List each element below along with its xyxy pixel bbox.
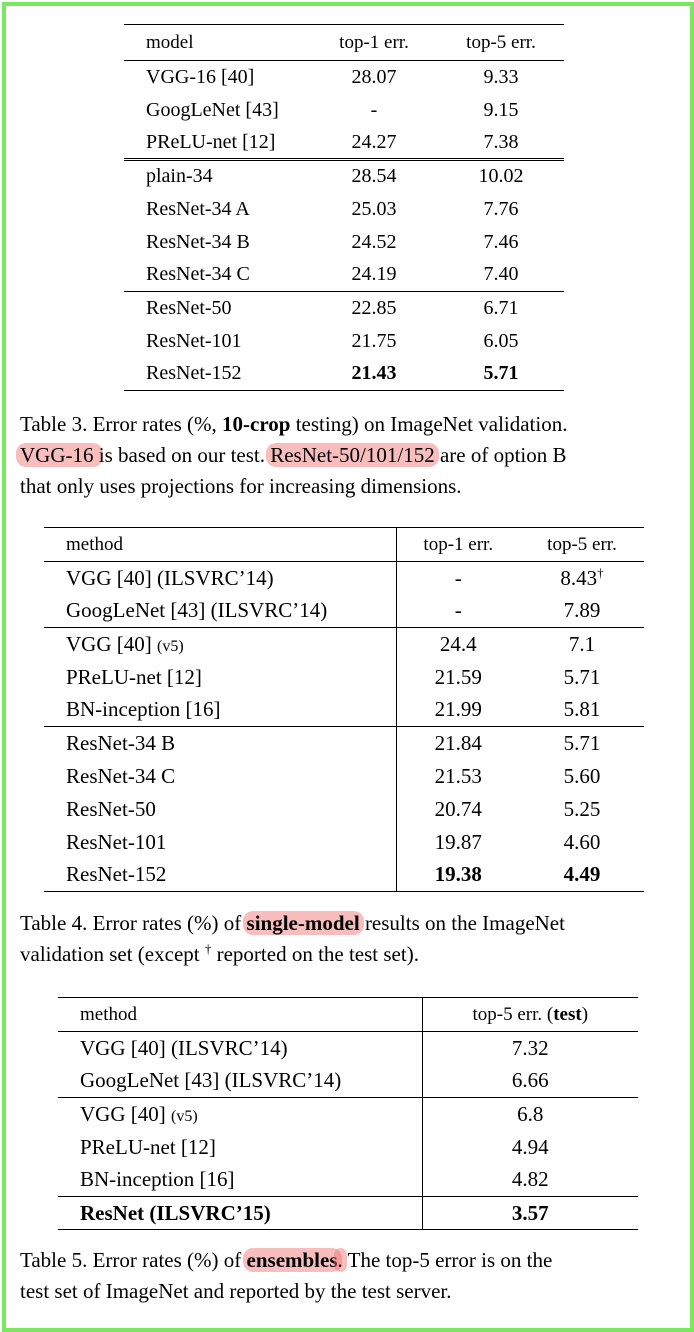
table-5-caption	[20, 1245, 552, 1307]
caption-text: Table 5. Error rates (%) of	[20, 1248, 247, 1272]
cell-method: VGG [40] (ILSVRC’14)	[58, 1032, 422, 1065]
cell-model: ResNet-34 B	[146, 230, 250, 253]
cell-text: VGG [40]	[66, 631, 157, 656]
table-5	[58, 997, 638, 1230]
table-row	[124, 61, 564, 94]
highlight-period: .	[334, 1248, 347, 1272]
table-row	[124, 226, 564, 259]
highlight-single-model: single-model	[243, 911, 364, 935]
cell-method: ResNet-50	[44, 793, 396, 826]
cell-top5-best: 3.57	[511, 1200, 549, 1225]
cell-model: plain-34	[146, 165, 213, 188]
cell-top5: 5.71	[563, 730, 601, 755]
header-top5-test	[422, 998, 638, 1032]
cell-method: PReLU-net [12]	[58, 1131, 422, 1164]
table-row	[44, 826, 644, 859]
cell-value: 8.43	[560, 565, 598, 590]
cell-model: ResNet-34 A	[146, 197, 250, 220]
table-row	[44, 727, 644, 760]
caption-text: results on the ImageNet	[359, 911, 565, 935]
cell-top1: 20.74	[434, 796, 482, 821]
cell-top5: 4.94	[511, 1134, 549, 1159]
cell-top5: 7.46	[483, 230, 519, 253]
header-method: method	[44, 528, 396, 562]
cell-top5: 7.76	[483, 197, 519, 220]
cell-top5	[520, 562, 644, 595]
table-4	[44, 527, 644, 892]
table-row	[44, 694, 644, 727]
caption-line	[20, 440, 567, 471]
cell-top5: 4.60	[563, 829, 601, 854]
table-row	[124, 358, 564, 391]
cell-top1: 25.03	[351, 197, 397, 220]
caption-line: that only uses projections for increasing dimensions.	[20, 474, 462, 498]
cell-top5-best: 5.71	[483, 362, 519, 385]
cell-top1: 24.27	[351, 130, 397, 153]
cell-method: ResNet-101	[44, 826, 396, 859]
cell-method	[58, 1098, 422, 1131]
cell-model: ResNet-50	[146, 296, 232, 319]
cell-top1: 28.07	[351, 65, 397, 88]
header-top5: top-5 err.	[547, 533, 617, 555]
cell-method: BN-inception [16]	[58, 1164, 422, 1197]
caption-bold: 10-crop	[222, 412, 291, 436]
caption-text: testing) on ImageNet validation.	[290, 412, 568, 436]
table-row	[58, 1065, 638, 1098]
highlight-ensembles: ensembles	[243, 1248, 342, 1272]
cell-top1-best: 21.43	[351, 362, 397, 385]
table-row	[58, 1197, 638, 1230]
cell-top5: 5.60	[563, 763, 601, 788]
cell-subtext: (v5)	[156, 637, 184, 655]
cell-method: GoogLeNet [43] (ILSVRC’14)	[58, 1065, 422, 1098]
table-row	[58, 1131, 638, 1164]
cell-top1: 21.99	[434, 697, 482, 722]
caption-line	[20, 939, 565, 970]
cell-top1: 21.75	[351, 329, 397, 352]
cell-top1: 22.85	[351, 296, 397, 319]
header-top1: top-1 err.	[339, 31, 409, 53]
cell-top1: 28.54	[351, 165, 397, 188]
cell-method-best: ResNet (ILSVRC’15)	[58, 1197, 422, 1230]
cell-model: ResNet-101	[146, 329, 242, 352]
caption-text: are of option B	[434, 443, 567, 467]
caption-line	[20, 1245, 552, 1276]
caption-text: Table 4. Error rates (%) of	[20, 911, 247, 935]
cell-method: ResNet-34 C	[44, 760, 396, 793]
cell-top1: -	[370, 98, 378, 121]
cell-top5: 6.05	[483, 329, 519, 352]
table-header-row	[44, 528, 644, 562]
dagger-mark: †	[597, 564, 604, 580]
cell-top1: -	[454, 598, 462, 623]
table-row	[44, 760, 644, 793]
table-row	[58, 1098, 638, 1131]
cell-top1: 24.19	[351, 263, 397, 286]
table-header-row	[124, 25, 564, 61]
table-row	[124, 127, 564, 160]
cell-method: ResNet-152	[44, 859, 396, 892]
table-3-caption	[20, 409, 567, 502]
cell-model: PReLU-net [12]	[146, 130, 276, 153]
cell-top5: 7.32	[511, 1035, 549, 1060]
cell-model: ResNet-152	[146, 362, 242, 385]
cell-top1: 24.52	[351, 230, 397, 253]
cell-top5: 9.15	[483, 98, 519, 121]
cell-top5: 10.02	[478, 165, 524, 188]
table-4-caption	[20, 908, 565, 970]
cell-top5: 5.81	[563, 697, 601, 722]
table-header-row	[58, 998, 638, 1032]
header-model: model	[146, 31, 194, 53]
cell-top5: 6.66	[511, 1068, 549, 1093]
table-row	[124, 160, 564, 193]
table-row	[58, 1164, 638, 1197]
cell-model: ResNet-34 C	[146, 263, 250, 286]
cell-model: VGG-16 [40]	[146, 65, 255, 88]
table-row	[44, 562, 644, 595]
cell-top5-best: 4.49	[563, 862, 601, 887]
table-row	[124, 259, 564, 292]
table-row	[44, 628, 644, 661]
cell-model: GoogLeNet [43]	[146, 98, 279, 121]
cell-method: BN-inception [16]	[44, 694, 396, 727]
cell-top5: 5.71	[563, 664, 601, 689]
cell-top1: 19.87	[434, 829, 482, 854]
table-row	[124, 292, 564, 325]
cell-top1: 21.84	[434, 730, 482, 755]
caption-text: Table 3. Error rates (%,	[20, 412, 223, 436]
cell-top5: 6.71	[483, 296, 519, 319]
cell-method: GoogLeNet [43] (ILSVRC’14)	[44, 595, 396, 628]
table-row	[44, 661, 644, 694]
header-text: )	[581, 1003, 589, 1025]
cell-top5: 7.89	[563, 598, 601, 623]
cell-method	[44, 628, 396, 661]
table-row	[124, 325, 564, 358]
table-row	[44, 859, 644, 892]
cell-method: ResNet-34 B	[44, 727, 396, 760]
cell-top5: 4.82	[511, 1167, 549, 1192]
header-text: top-5 err. (	[472, 1003, 554, 1025]
caption-text: reported on the test set).	[211, 942, 419, 966]
cell-top5: 7.38	[483, 130, 519, 153]
caption-line: test set of ImageNet and reported by the test server.	[20, 1279, 452, 1303]
cell-top1-best: 19.38	[434, 862, 482, 887]
table-row	[124, 94, 564, 127]
caption-line	[20, 908, 565, 939]
highlight-resnet: ResNet-50/101/152	[266, 443, 438, 467]
cell-top5: 5.25	[563, 796, 601, 821]
cell-subtext: (v5)	[170, 1107, 198, 1125]
cell-method: VGG [40] (ILSVRC’14)	[44, 562, 396, 595]
cell-top5: 7.40	[483, 263, 519, 286]
header-top5: top-5 err.	[466, 31, 536, 53]
highlight-vgg16: VGG-16	[16, 443, 103, 467]
caption-line	[20, 409, 567, 440]
cell-top5: 9.33	[483, 65, 519, 88]
cell-top1: 21.53	[434, 763, 482, 788]
dagger-mark: †	[204, 941, 212, 956]
cell-top1: 24.4	[439, 631, 477, 656]
cell-method: PReLU-net [12]	[44, 661, 396, 694]
header-bold: test	[553, 1003, 582, 1025]
header-top1: top-1 err.	[423, 533, 494, 555]
cell-top1: -	[454, 565, 462, 590]
table-row	[124, 193, 564, 226]
caption-text: validation set (except	[20, 942, 205, 966]
table-row	[44, 595, 644, 628]
header-method: method	[58, 998, 422, 1032]
cell-text: VGG [40]	[80, 1101, 171, 1126]
cell-top1: 21.59	[434, 664, 482, 689]
cell-top5: 6.8	[517, 1101, 544, 1126]
caption-text: The top-5 error is on the	[342, 1248, 553, 1272]
cell-top5: 7.1	[568, 631, 596, 656]
caption-text: is based on our test.	[98, 443, 271, 467]
table-3	[124, 24, 564, 391]
table-row	[58, 1032, 638, 1065]
table-row	[44, 793, 644, 826]
